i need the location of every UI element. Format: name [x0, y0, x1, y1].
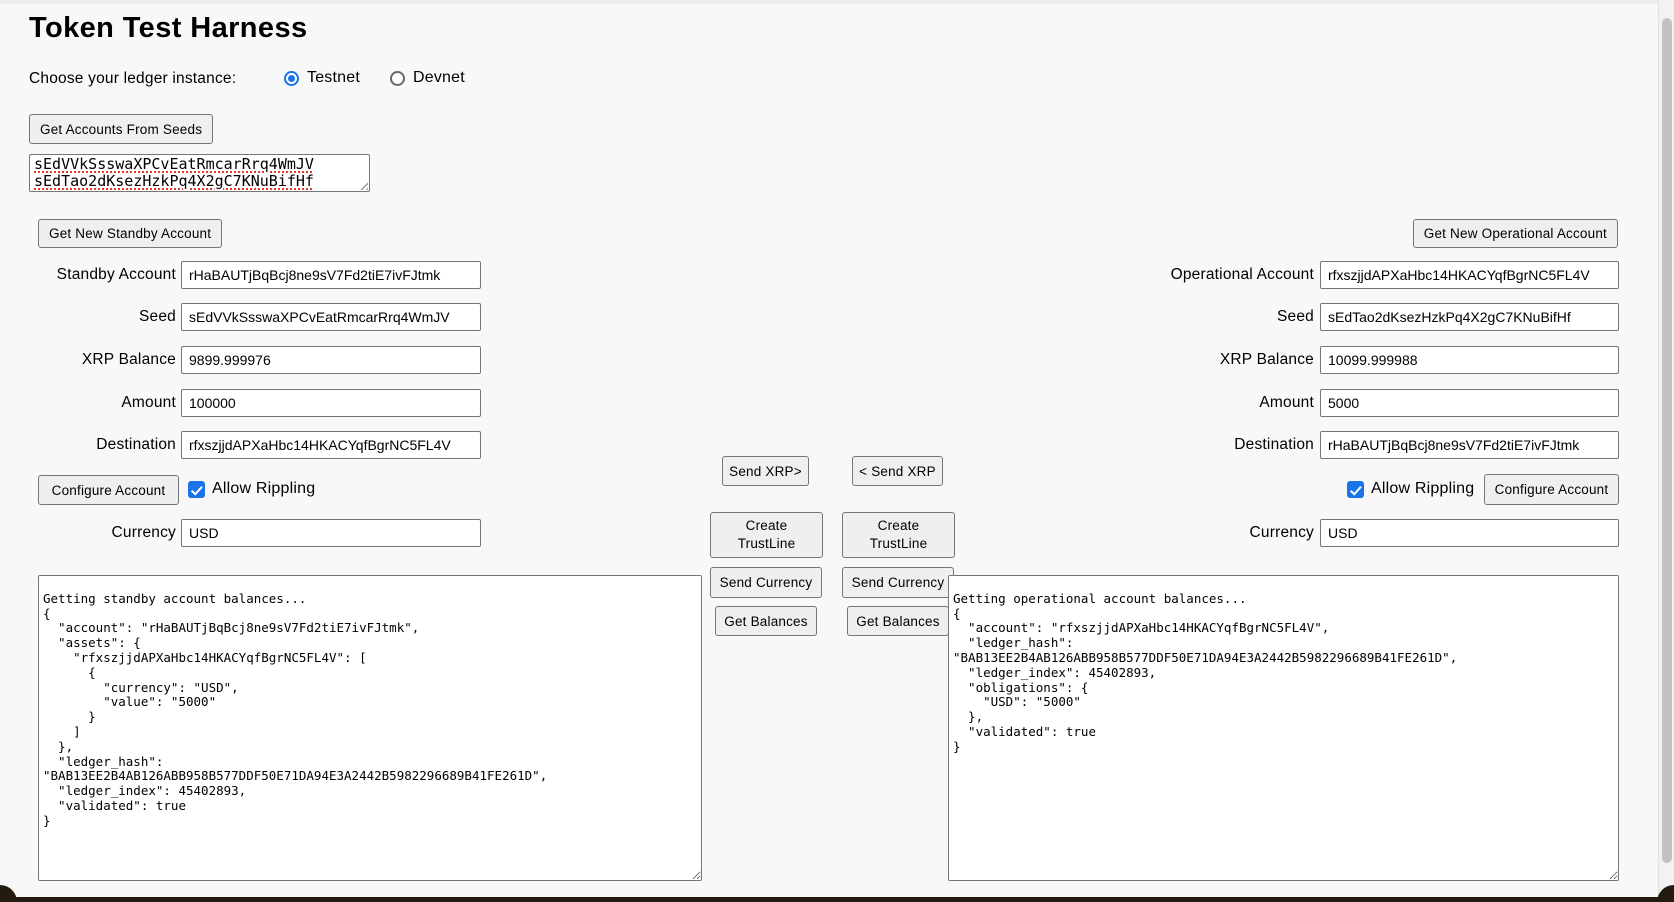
standby-xrp-balance-input[interactable]: [181, 346, 481, 374]
seed-line-operational: sEdTao2dKsezHzkPq4X2gC7KNuBifHf: [34, 172, 314, 190]
operational-destination-label: Destination: [1234, 436, 1314, 453]
operational-account-input[interactable]: [1320, 261, 1619, 289]
standby-get-balances-button[interactable]: Get Balances: [715, 606, 817, 636]
operational-allow-rippling-label[interactable]: Allow Rippling: [1371, 480, 1475, 497]
standby-currency-input[interactable]: [181, 519, 481, 547]
page-scrollbar-track: [1658, 0, 1674, 902]
standby-amount-label: Amount: [121, 394, 176, 411]
standby-allow-rippling-label[interactable]: Allow Rippling: [212, 480, 316, 497]
bottom-edge-strip: [0, 897, 1674, 902]
operational-xrp-balance-input[interactable]: [1320, 346, 1619, 374]
standby-account-label: Standby Account: [56, 266, 176, 283]
standby-xrp-balance-label: XRP Balance: [81, 351, 176, 368]
ledger-instance-label: Choose your ledger instance:: [29, 70, 237, 87]
operational-configure-account-button[interactable]: Configure Account: [1484, 474, 1619, 505]
testnet-radio[interactable]: [284, 71, 299, 86]
operational-create-trustline-button[interactable]: Create TrustLine: [842, 512, 955, 558]
operational-seed-label: Seed: [1277, 308, 1314, 325]
operational-account-label: Operational Account: [1170, 266, 1314, 283]
page-scrollbar-thumb[interactable]: [1662, 18, 1672, 863]
bottom-left-corner-shape: [0, 885, 17, 902]
devnet-radio[interactable]: [390, 71, 405, 86]
top-edge-strip: [0, 0, 1674, 4]
get-accounts-from-seeds-button[interactable]: Get Accounts From Seeds: [29, 114, 213, 144]
standby-results-textarea[interactable]: [38, 575, 702, 881]
operational-amount-label: Amount: [1259, 394, 1314, 411]
operational-xrp-balance-label: XRP Balance: [1219, 351, 1314, 368]
page-title: Token Test Harness: [29, 12, 308, 44]
operational-amount-input[interactable]: [1320, 389, 1619, 417]
standby-destination-label: Destination: [96, 436, 176, 453]
standby-send-currency-button[interactable]: Send Currency: [710, 567, 822, 598]
standby-amount-input[interactable]: [181, 389, 481, 417]
standby-account-input[interactable]: [181, 261, 481, 289]
seed-line-standby: sEdVVkSsswaXPCvEatRmcarRrq4WmJV: [34, 155, 314, 173]
operational-currency-input[interactable]: [1320, 519, 1619, 547]
standby-send-xrp-button[interactable]: Send XRP>: [722, 456, 809, 486]
seeds-textarea[interactable]: [29, 154, 370, 192]
get-new-standby-account-button[interactable]: Get New Standby Account: [38, 219, 222, 248]
get-new-operational-account-button[interactable]: Get New Operational Account: [1413, 219, 1618, 248]
standby-currency-label: Currency: [111, 524, 176, 541]
standby-destination-input[interactable]: [181, 431, 481, 459]
standby-configure-account-button[interactable]: Configure Account: [38, 475, 179, 505]
operational-allow-rippling-checkbox[interactable]: [1347, 481, 1364, 498]
operational-seed-input[interactable]: [1320, 303, 1619, 331]
standby-seed-input[interactable]: [181, 303, 481, 331]
devnet-radio-label[interactable]: Devnet: [413, 69, 465, 86]
standby-create-trustline-button[interactable]: Create TrustLine: [710, 512, 823, 558]
operational-destination-input[interactable]: [1320, 431, 1619, 459]
standby-seed-label: Seed: [139, 308, 176, 325]
operational-results-textarea[interactable]: [948, 575, 1619, 881]
operational-get-balances-button[interactable]: Get Balances: [847, 606, 949, 636]
standby-allow-rippling-checkbox[interactable]: [188, 481, 205, 498]
operational-send-currency-button[interactable]: Send Currency: [842, 567, 954, 598]
operational-currency-label: Currency: [1249, 524, 1314, 541]
operational-send-xrp-button[interactable]: < Send XRP: [852, 456, 943, 486]
testnet-radio-label[interactable]: Testnet: [307, 69, 360, 86]
